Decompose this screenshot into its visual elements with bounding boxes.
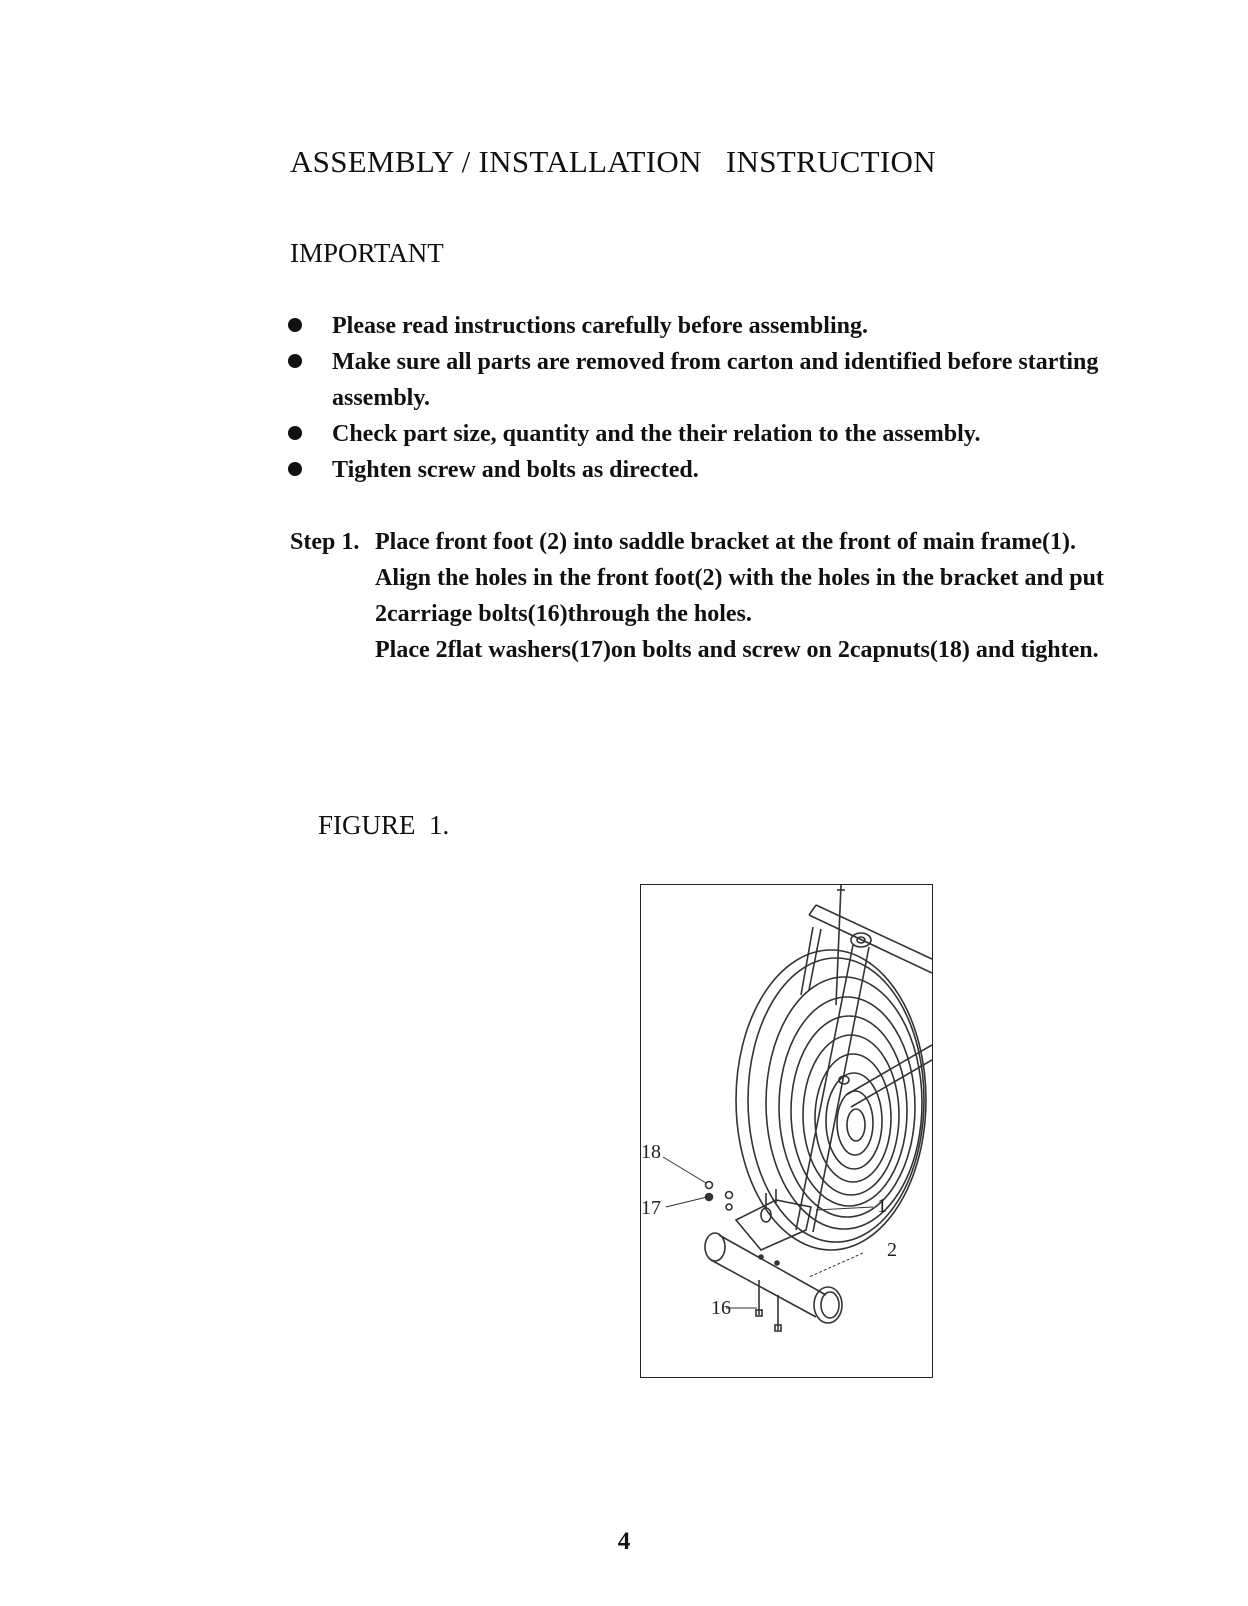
important-list bbox=[284, 308, 1104, 488]
step-1 bbox=[290, 524, 1110, 668]
bullet-icon bbox=[288, 354, 302, 368]
callout-17: 17 bbox=[641, 1197, 661, 1219]
step-label: Step 1. bbox=[290, 529, 360, 555]
figure-caption: FIGURE 1. bbox=[318, 810, 450, 840]
frame-strut bbox=[801, 927, 813, 995]
list-item-text: Check part size, quantity and the their relation to the assembly. bbox=[332, 421, 981, 447]
bullet-icon bbox=[288, 426, 302, 440]
step-paragraph: Place front foot (2) into saddle bracket at the front of main frame(1). bbox=[375, 529, 1076, 555]
list-item-text: Tighten screw and bolts as directed. bbox=[332, 457, 699, 483]
step-body bbox=[375, 524, 1110, 668]
list-item-text: Make sure all parts are removed from carton and identified before starting assembly. bbox=[332, 349, 1099, 411]
page-title: ASSEMBLY / INSTALLATION INSTRUCTION bbox=[290, 144, 936, 179]
figure-1-illustration bbox=[640, 884, 933, 1378]
list-item bbox=[284, 308, 1104, 344]
callout-1: 1 bbox=[877, 1195, 887, 1217]
callout-18: 18 bbox=[641, 1141, 661, 1163]
list-item bbox=[284, 416, 1104, 452]
assembly-drawing bbox=[641, 885, 932, 1377]
section-heading-important: IMPORTANT bbox=[290, 238, 444, 268]
bullet-icon bbox=[288, 462, 302, 476]
page-number: 4 bbox=[617, 1528, 631, 1555]
list-item bbox=[284, 452, 1104, 488]
callout-16: 16 bbox=[711, 1297, 731, 1319]
frame-bar bbox=[816, 905, 932, 959]
list-item bbox=[284, 344, 1104, 416]
step-paragraph: Place 2flat washers(17)on bolts and screw on 2capnuts(18) and tighten. bbox=[375, 637, 1099, 663]
list-item-text: Please read instructions carefully before assembling. bbox=[332, 313, 868, 339]
step-paragraph: Align the holes in the front foot(2) with the holes in the bracket and put 2carriage bolts(16)through the holes. bbox=[375, 565, 1104, 627]
bullet-icon bbox=[288, 318, 302, 332]
callout-2: 2 bbox=[887, 1239, 897, 1261]
